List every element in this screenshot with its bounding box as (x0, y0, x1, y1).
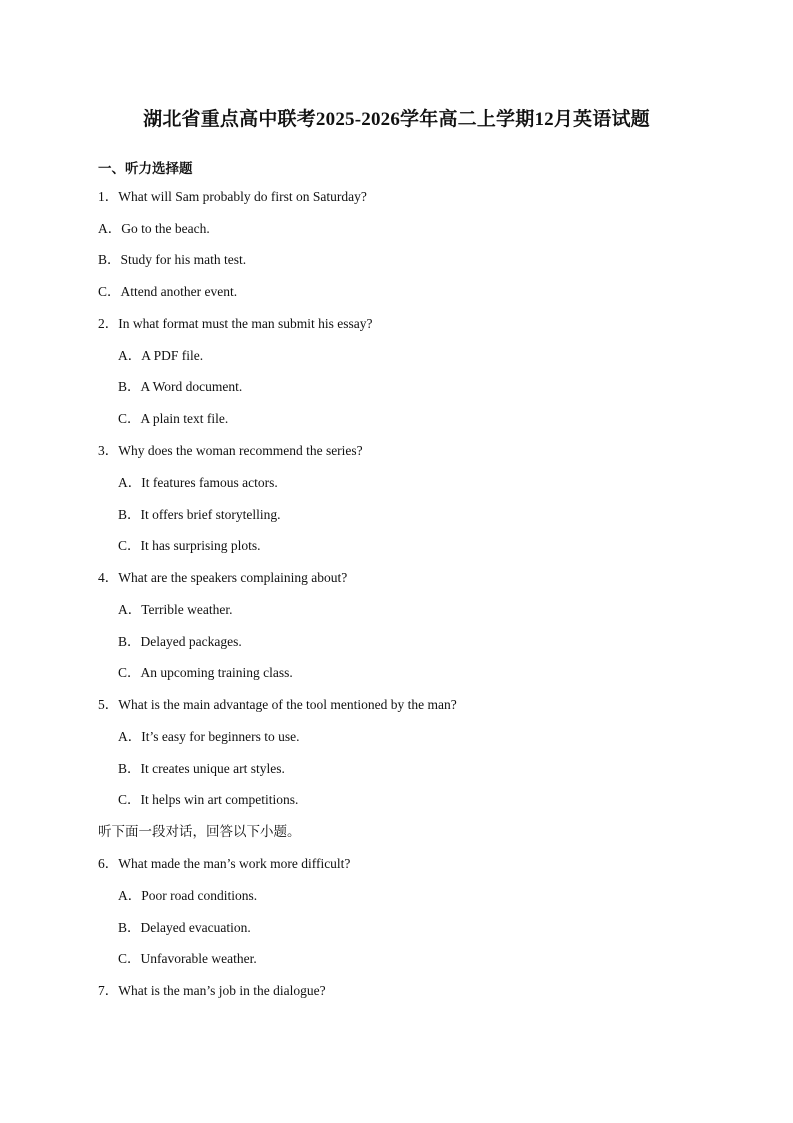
question-1-option-a: A．Go to the beach. (98, 221, 210, 236)
question-6-option-b: B．Delayed evacuation. (118, 920, 251, 935)
question-5-option-a: A．It’s easy for beginners to use. (118, 729, 300, 744)
question-3-option-a: A．It features famous actors. (118, 475, 278, 490)
question-7-stem: 7．What is the man’s job in the dialogue? (98, 983, 326, 998)
listening-instruction: 听下面一段对话，回答以下小题。 (98, 824, 301, 839)
question-3-option-c: C．It has surprising plots. (118, 538, 261, 553)
question-6-option-a: A．Poor road conditions. (118, 888, 258, 903)
question-6-stem: 6．What made the man’s work more difficult? (98, 856, 351, 871)
question-2-option-c: C．A plain text file. (118, 411, 229, 426)
question-5-stem: 5．What is the main advantage of the tool mentioned by the man? (98, 697, 457, 712)
question-2-option-a: A．A PDF file. (118, 348, 204, 363)
question-2-option-b: B．A Word document. (118, 379, 243, 394)
question-3-stem: 3．Why does the woman recommend the series? (98, 443, 363, 458)
question-1-option-b: B．Study for his math test. (98, 252, 247, 267)
question-3-option-b: B．It offers brief storytelling. (118, 507, 281, 522)
question-1-option-c: C．Attend another event. (98, 284, 238, 299)
question-1-stem: 1．What will Sam probably do first on Saturday? (98, 189, 367, 204)
section-heading: 一、听力选择题 (98, 161, 193, 176)
question-5-option-b: B．It creates unique art styles. (118, 761, 285, 776)
question-4-option-c: C．An upcoming training class. (118, 665, 293, 680)
question-6-option-c: C．Unfavorable weather. (118, 951, 257, 966)
question-4-stem: 4．What are the speakers complaining about? (98, 570, 348, 585)
question-2-stem: 2．In what format must the man submit his essay? (98, 316, 373, 331)
page-title: 湖北省重点高中联考2025-2026学年高二上学期12月英语试题 (143, 109, 650, 130)
question-4-option-a: A．Terrible weather. (118, 602, 233, 617)
question-4-option-b: B．Delayed packages. (118, 634, 242, 649)
question-5-option-c: C．It helps win art competitions. (118, 792, 299, 807)
